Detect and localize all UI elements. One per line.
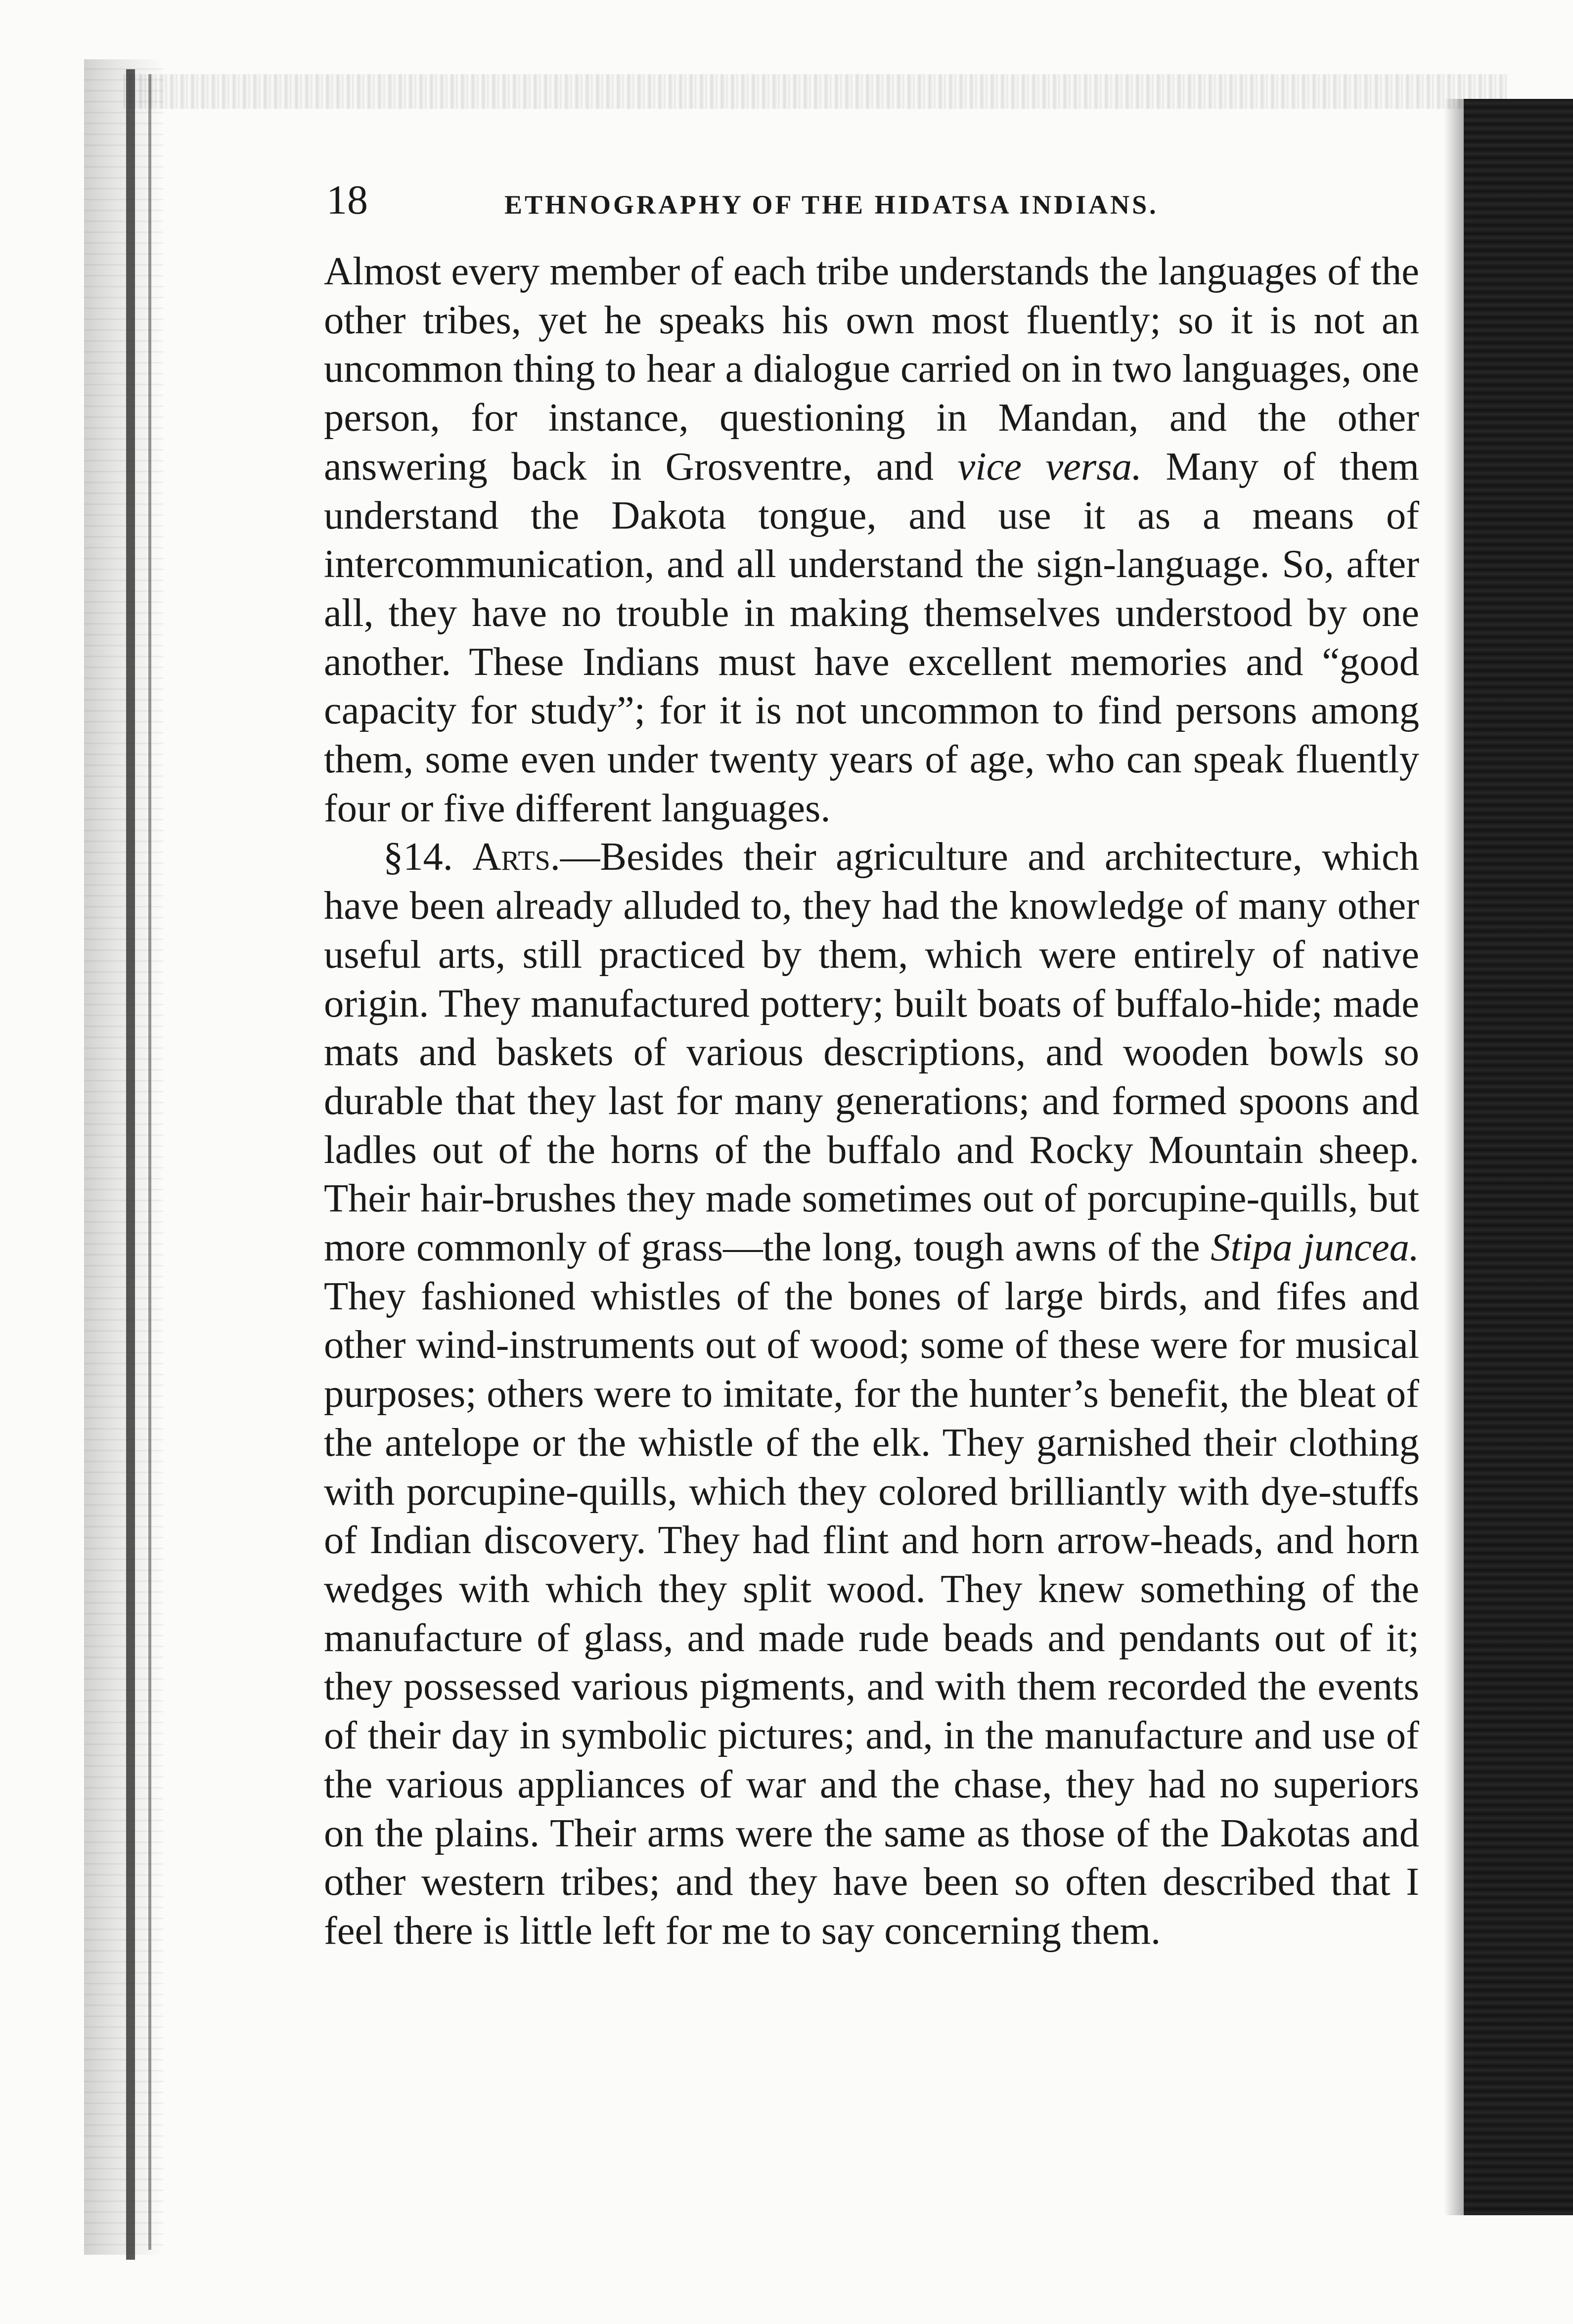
paragraph-text: Almost every member of each tribe understands the languages of the other tribes, yet he speaks his own most fluently; so it is not an uncommon thing to hear a dialogue carried on in two languages, one person, for instance, questioning in Mandan, and the other answering back in Grosventre, and — [324, 249, 1419, 489]
scan-binding-edge — [84, 59, 163, 2255]
paragraph-arts — [324, 833, 1419, 1955]
body-text — [324, 247, 1419, 1956]
page-header — [326, 171, 1414, 230]
section-mark: §14. — [383, 835, 473, 879]
section-heading: Arts — [472, 835, 550, 879]
paragraph-languages — [324, 247, 1419, 833]
paragraph-text: They fashioned whistles of the bones of large birds, and fifes and other wind-instruments out of wood; some of these were for musical purposes; others were to imitate, for the hunter’s benefit, the bleat of the antelope or the whistle of the elk. They garnished their clothing with porcupine-quills, which they colored brilliantly with dye-stuffs of Indian discovery. They had flint and horn arrow-heads, and horn wedges with which they split wood. They knew something of the manufacture of glass, and made rude beads and pendants out of it; they possessed various pigments, and with them recorded the events of their day in symbolic pictures; and, in the manufacture and use of the various appliances of war and the chase, they had no superiors on the plains. Their arms were the same as those of the Dakotas and other western tribes; and they have been so often described that I feel there is little left for me to say concerning them. — [324, 1274, 1419, 1953]
paragraph-text: Many of them understand the Dakota tongue, and use it as a means of intercommunication, and all understand the sign-language. So, after all, they have no trouble in making themselves understood by one another. These Indians must have excellent memories and “good capacity for study”; for it is not uncommon to find persons among them, some even under twenty years of age, who can speak fluently four or five different languages. — [324, 444, 1420, 830]
running-head: ETHNOGRAPHY OF THE HIDATSA INDIANS. — [504, 190, 1159, 220]
scan-top-noise — [124, 74, 1508, 109]
page-number: 18 — [326, 177, 368, 223]
scan-right-edge — [1464, 99, 1573, 2215]
scan-margin-rule — [126, 69, 135, 2260]
italic-species-name: Stipa juncea. — [1211, 1225, 1419, 1270]
paragraph-text: .—Besides their agriculture and architecture, which have been already alluded to, they had the knowledge of many other useful arts, still practiced by them, which were entirely of native origin. They manufactured pottery; built boats of buffalo-hide; made mats and baskets of various descriptions, and wooden bowls so durable that they last for many generations; and formed spoons and ladles out of the horns of the buffalo and Rocky Mountain sheep. Their hair-brushes they made sometimes out of porcupine-quills, but more commonly of grass—the long, tough awns of the — [324, 835, 1419, 1270]
scan-margin-rule-inner — [148, 74, 151, 2250]
italic-phrase: vice versa. — [957, 444, 1142, 489]
